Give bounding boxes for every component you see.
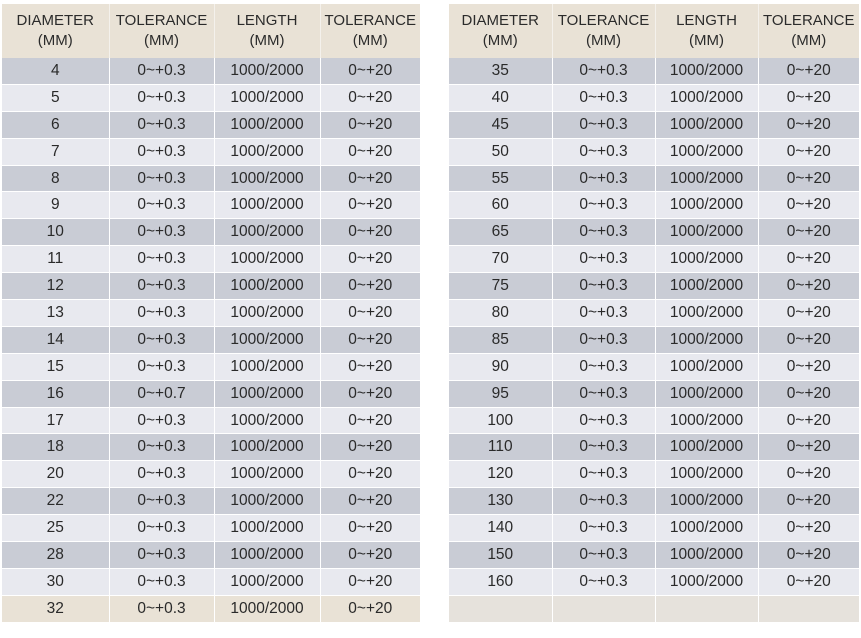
table-header-row <box>449 4 859 58</box>
cell-tolerance: 0~+0.3 <box>109 84 214 111</box>
cell-length: 1000/2000 <box>655 300 758 327</box>
cell-length-tolerance: 0~+20 <box>320 300 420 327</box>
table-row <box>2 488 420 515</box>
cell-length: 1000/2000 <box>214 488 320 515</box>
cell-length: 1000/2000 <box>655 219 758 246</box>
cell-tolerance: 0~+0.3 <box>109 219 214 246</box>
table-row <box>449 542 859 569</box>
cell-length: 1000/2000 <box>655 246 758 273</box>
cell-length-tolerance: 0~+20 <box>320 595 420 622</box>
cell-length-tolerance: 0~+20 <box>758 515 859 542</box>
table-row <box>449 515 859 542</box>
cell-diameter: 75 <box>449 273 552 300</box>
cell-length: 1000/2000 <box>655 84 758 111</box>
cell-tolerance: 0~+0.3 <box>552 488 655 515</box>
table-header-row <box>2 4 420 58</box>
cell-tolerance: 0~+0.3 <box>109 111 214 138</box>
cell-diameter: 60 <box>449 192 552 219</box>
cell-length-tolerance: 0~+20 <box>758 542 859 569</box>
table-row <box>2 219 420 246</box>
table-row <box>449 165 859 192</box>
table-row <box>449 488 859 515</box>
cell-empty <box>655 595 758 622</box>
table-row <box>449 353 859 380</box>
cell-empty <box>758 595 859 622</box>
cell-length-tolerance: 0~+20 <box>758 58 859 84</box>
spec-table-right <box>449 4 859 623</box>
cell-diameter: 28 <box>2 542 109 569</box>
table-row <box>449 111 859 138</box>
table-row <box>449 219 859 246</box>
cell-diameter: 17 <box>2 407 109 434</box>
cell-tolerance: 0~+0.3 <box>109 138 214 165</box>
table-row <box>2 58 420 84</box>
cell-diameter: 70 <box>449 246 552 273</box>
cell-diameter: 22 <box>2 488 109 515</box>
cell-length-tolerance: 0~+20 <box>320 111 420 138</box>
cell-length-tolerance: 0~+20 <box>758 219 859 246</box>
table-row <box>2 273 420 300</box>
table-row <box>449 246 859 273</box>
table-row <box>449 568 859 595</box>
cell-length-tolerance: 0~+20 <box>758 165 859 192</box>
cell-length-tolerance: 0~+20 <box>320 515 420 542</box>
cell-diameter: 5 <box>2 84 109 111</box>
cell-length-tolerance: 0~+20 <box>320 138 420 165</box>
cell-diameter: 65 <box>449 219 552 246</box>
table-row <box>449 326 859 353</box>
cell-length-tolerance: 0~+20 <box>320 58 420 84</box>
cell-tolerance: 0~+0.3 <box>109 488 214 515</box>
cell-length: 1000/2000 <box>214 542 320 569</box>
cell-length: 1000/2000 <box>214 461 320 488</box>
cell-tolerance: 0~+0.3 <box>552 461 655 488</box>
cell-length: 1000/2000 <box>214 407 320 434</box>
cell-tolerance: 0~+0.3 <box>109 273 214 300</box>
cell-tolerance: 0~+0.3 <box>552 192 655 219</box>
header-length: LENGTH (MM) <box>214 4 320 58</box>
cell-tolerance: 0~+0.3 <box>109 165 214 192</box>
table-row <box>449 192 859 219</box>
cell-length: 1000/2000 <box>214 568 320 595</box>
table-row <box>2 246 420 273</box>
cell-length: 1000/2000 <box>655 111 758 138</box>
header-length-tolerance: TOLERANCE (MM) <box>758 4 859 58</box>
cell-diameter: 10 <box>2 219 109 246</box>
cell-tolerance: 0~+0.3 <box>109 246 214 273</box>
cell-tolerance: 0~+0.3 <box>109 515 214 542</box>
cell-length: 1000/2000 <box>214 380 320 407</box>
cell-diameter: 120 <box>449 461 552 488</box>
cell-length: 1000/2000 <box>214 111 320 138</box>
cell-diameter: 160 <box>449 568 552 595</box>
cell-diameter: 12 <box>2 273 109 300</box>
cell-length: 1000/2000 <box>214 138 320 165</box>
table-row-empty <box>449 595 859 622</box>
cell-length-tolerance: 0~+20 <box>758 407 859 434</box>
cell-length-tolerance: 0~+20 <box>758 568 859 595</box>
table-row <box>2 84 420 111</box>
table-row <box>2 111 420 138</box>
cell-length: 1000/2000 <box>214 515 320 542</box>
header-tolerance: TOLERANCE (MM) <box>109 4 214 58</box>
header-diameter: DIAMETER (MM) <box>449 4 552 58</box>
cell-length: 1000/2000 <box>655 434 758 461</box>
table-row <box>2 568 420 595</box>
table-row <box>2 595 420 622</box>
cell-diameter: 85 <box>449 326 552 353</box>
cell-length: 1000/2000 <box>214 353 320 380</box>
table-row <box>449 84 859 111</box>
spec-table-left <box>2 4 420 623</box>
cell-diameter: 150 <box>449 542 552 569</box>
cell-length-tolerance: 0~+20 <box>320 219 420 246</box>
cell-tolerance: 0~+0.3 <box>552 138 655 165</box>
cell-length: 1000/2000 <box>655 192 758 219</box>
cell-length-tolerance: 0~+20 <box>320 84 420 111</box>
cell-empty <box>449 595 552 622</box>
cell-length: 1000/2000 <box>214 219 320 246</box>
cell-length-tolerance: 0~+20 <box>320 326 420 353</box>
table-row <box>2 165 420 192</box>
cell-length-tolerance: 0~+20 <box>320 380 420 407</box>
table-row <box>2 380 420 407</box>
cell-diameter: 25 <box>2 515 109 542</box>
cell-length: 1000/2000 <box>214 434 320 461</box>
table-row <box>449 138 859 165</box>
table-row <box>2 192 420 219</box>
cell-length-tolerance: 0~+20 <box>320 461 420 488</box>
cell-length-tolerance: 0~+20 <box>320 568 420 595</box>
cell-length: 1000/2000 <box>214 273 320 300</box>
cell-length: 1000/2000 <box>655 515 758 542</box>
cell-diameter: 90 <box>449 353 552 380</box>
cell-diameter: 130 <box>449 488 552 515</box>
cell-diameter: 20 <box>2 461 109 488</box>
table-row <box>2 138 420 165</box>
table-row <box>449 407 859 434</box>
cell-length: 1000/2000 <box>214 326 320 353</box>
cell-length-tolerance: 0~+20 <box>758 461 859 488</box>
cell-tolerance: 0~+0.3 <box>552 515 655 542</box>
cell-diameter: 16 <box>2 380 109 407</box>
cell-diameter: 45 <box>449 111 552 138</box>
cell-length: 1000/2000 <box>655 542 758 569</box>
cell-length-tolerance: 0~+20 <box>758 192 859 219</box>
cell-length-tolerance: 0~+20 <box>758 353 859 380</box>
cell-length-tolerance: 0~+20 <box>320 434 420 461</box>
cell-tolerance: 0~+0.3 <box>552 111 655 138</box>
table-row <box>449 380 859 407</box>
cell-length: 1000/2000 <box>655 326 758 353</box>
cell-tolerance: 0~+0.3 <box>552 568 655 595</box>
cell-diameter: 35 <box>449 58 552 84</box>
cell-length: 1000/2000 <box>655 488 758 515</box>
table-row <box>2 434 420 461</box>
cell-length: 1000/2000 <box>214 84 320 111</box>
cell-tolerance: 0~+0.3 <box>552 300 655 327</box>
cell-diameter: 7 <box>2 138 109 165</box>
table-row <box>2 353 420 380</box>
cell-tolerance: 0~+0.3 <box>109 542 214 569</box>
table-row <box>2 542 420 569</box>
cell-tolerance: 0~+0.3 <box>552 326 655 353</box>
cell-tolerance: 0~+0.3 <box>109 407 214 434</box>
cell-tolerance: 0~+0.3 <box>109 353 214 380</box>
table-row <box>2 461 420 488</box>
cell-tolerance: 0~+0.3 <box>552 434 655 461</box>
table-row <box>2 515 420 542</box>
header-length-tolerance: TOLERANCE (MM) <box>320 4 420 58</box>
cell-diameter: 80 <box>449 300 552 327</box>
cell-length: 1000/2000 <box>214 192 320 219</box>
cell-length-tolerance: 0~+20 <box>758 84 859 111</box>
cell-length-tolerance: 0~+20 <box>320 542 420 569</box>
cell-length-tolerance: 0~+20 <box>758 434 859 461</box>
cell-diameter: 110 <box>449 434 552 461</box>
cell-length: 1000/2000 <box>655 58 758 84</box>
cell-length-tolerance: 0~+20 <box>758 326 859 353</box>
cell-length: 1000/2000 <box>214 300 320 327</box>
cell-length-tolerance: 0~+20 <box>758 246 859 273</box>
cell-length-tolerance: 0~+20 <box>320 273 420 300</box>
cell-tolerance: 0~+0.3 <box>552 353 655 380</box>
cell-empty <box>552 595 655 622</box>
cell-diameter: 32 <box>2 595 109 622</box>
cell-diameter: 11 <box>2 246 109 273</box>
cell-diameter: 8 <box>2 165 109 192</box>
cell-diameter: 15 <box>2 353 109 380</box>
table-row <box>449 434 859 461</box>
table-row <box>449 461 859 488</box>
cell-length-tolerance: 0~+20 <box>758 488 859 515</box>
cell-length-tolerance: 0~+20 <box>758 300 859 327</box>
cell-tolerance: 0~+0.3 <box>109 461 214 488</box>
cell-tolerance: 0~+0.3 <box>109 326 214 353</box>
cell-length: 1000/2000 <box>655 380 758 407</box>
cell-tolerance: 0~+0.3 <box>552 407 655 434</box>
header-tolerance: TOLERANCE (MM) <box>552 4 655 58</box>
cell-length: 1000/2000 <box>214 165 320 192</box>
cell-length-tolerance: 0~+20 <box>320 488 420 515</box>
cell-tolerance: 0~+0.3 <box>552 165 655 192</box>
cell-diameter: 55 <box>449 165 552 192</box>
cell-length-tolerance: 0~+20 <box>320 246 420 273</box>
cell-tolerance: 0~+0.3 <box>552 273 655 300</box>
cell-tolerance: 0~+0.3 <box>552 246 655 273</box>
cell-length-tolerance: 0~+20 <box>320 192 420 219</box>
cell-length: 1000/2000 <box>655 353 758 380</box>
cell-tolerance: 0~+0.3 <box>552 84 655 111</box>
cell-length-tolerance: 0~+20 <box>758 111 859 138</box>
cell-length: 1000/2000 <box>655 138 758 165</box>
header-diameter: DIAMETER (MM) <box>2 4 109 58</box>
header-length: LENGTH (MM) <box>655 4 758 58</box>
cell-tolerance: 0~+0.3 <box>109 568 214 595</box>
cell-diameter: 140 <box>449 515 552 542</box>
table-row <box>449 58 859 84</box>
cell-length-tolerance: 0~+20 <box>758 273 859 300</box>
cell-length: 1000/2000 <box>655 273 758 300</box>
cell-length-tolerance: 0~+20 <box>320 353 420 380</box>
cell-length: 1000/2000 <box>655 165 758 192</box>
cell-length-tolerance: 0~+20 <box>758 380 859 407</box>
cell-tolerance: 0~+0.3 <box>109 434 214 461</box>
cell-diameter: 95 <box>449 380 552 407</box>
cell-diameter: 40 <box>449 84 552 111</box>
cell-length: 1000/2000 <box>214 58 320 84</box>
cell-length: 1000/2000 <box>214 246 320 273</box>
cell-length: 1000/2000 <box>655 568 758 595</box>
table-row <box>2 407 420 434</box>
cell-diameter: 13 <box>2 300 109 327</box>
cell-tolerance: 0~+0.3 <box>552 542 655 569</box>
cell-tolerance: 0~+0.3 <box>552 380 655 407</box>
table-row <box>449 273 859 300</box>
cell-diameter: 18 <box>2 434 109 461</box>
cell-tolerance: 0~+0.3 <box>109 192 214 219</box>
cell-tolerance: 0~+0.7 <box>109 380 214 407</box>
cell-tolerance: 0~+0.3 <box>109 595 214 622</box>
cell-diameter: 14 <box>2 326 109 353</box>
cell-length-tolerance: 0~+20 <box>320 165 420 192</box>
cell-length: 1000/2000 <box>655 407 758 434</box>
table-row <box>2 300 420 327</box>
table-row <box>449 300 859 327</box>
cell-diameter: 100 <box>449 407 552 434</box>
cell-length: 1000/2000 <box>214 595 320 622</box>
cell-diameter: 50 <box>449 138 552 165</box>
cell-length: 1000/2000 <box>655 461 758 488</box>
cell-tolerance: 0~+0.3 <box>552 219 655 246</box>
table-row <box>2 326 420 353</box>
cell-length-tolerance: 0~+20 <box>758 138 859 165</box>
cell-diameter: 4 <box>2 58 109 84</box>
cell-diameter: 30 <box>2 568 109 595</box>
cell-tolerance: 0~+0.3 <box>109 300 214 327</box>
cell-tolerance: 0~+0.3 <box>109 58 214 84</box>
cell-length-tolerance: 0~+20 <box>320 407 420 434</box>
cell-diameter: 9 <box>2 192 109 219</box>
cell-tolerance: 0~+0.3 <box>552 58 655 84</box>
cell-diameter: 6 <box>2 111 109 138</box>
